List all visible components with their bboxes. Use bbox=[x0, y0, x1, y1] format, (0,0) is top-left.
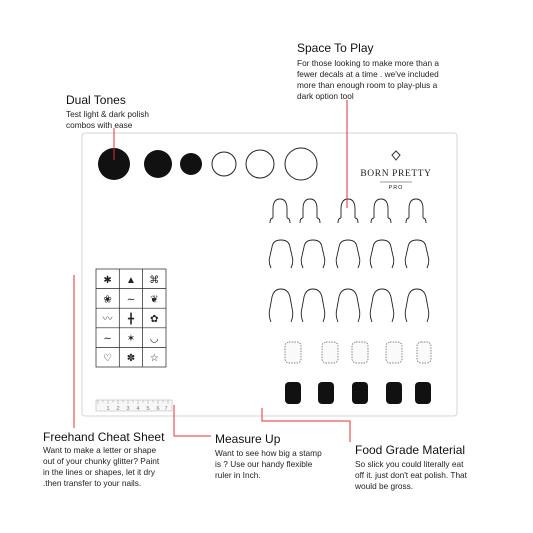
cheat-symbol: 〰 bbox=[102, 314, 113, 325]
cheat-symbol: ✽ bbox=[126, 353, 136, 364]
description-line: more than enough room to play-plus a bbox=[297, 80, 438, 90]
ruler-number: 3 bbox=[126, 406, 130, 412]
cheat-symbol: ✶ bbox=[126, 333, 136, 345]
description-line: ruler in Inch. bbox=[215, 470, 261, 480]
cheat-symbol: ◡ bbox=[149, 333, 159, 345]
description-line: is ? Use our handy flexible bbox=[215, 459, 313, 469]
cheat-symbol: ❦ bbox=[150, 294, 159, 306]
grid-decal-light bbox=[352, 342, 368, 363]
dark-circle-medium bbox=[144, 150, 172, 178]
ruler-number: 2 bbox=[116, 406, 120, 412]
description-line: would be gross. bbox=[355, 481, 414, 491]
description-line: combos with ease bbox=[66, 120, 133, 130]
food-grade-description bbox=[355, 459, 467, 492]
ruler-number: 4 bbox=[136, 406, 140, 412]
description-line: Want to see how big a stamp bbox=[215, 448, 322, 458]
ruler-number: 7 bbox=[164, 406, 168, 412]
cheat-symbol: ▲ bbox=[126, 275, 136, 286]
description-line: Test light & dark polish bbox=[66, 109, 150, 119]
brand-name: BORN PRETTY bbox=[360, 169, 432, 179]
dual-tones-description bbox=[66, 109, 149, 131]
inch-ruler bbox=[96, 400, 172, 412]
ruler-number: 1 bbox=[106, 406, 110, 412]
dual-tones-title: Dual Tones bbox=[66, 93, 126, 107]
cheat-symbol: ⌘ bbox=[149, 275, 160, 286]
description-line: So slick you could literally eat bbox=[355, 459, 464, 469]
description-line: .then transfer to your nails. bbox=[43, 478, 142, 488]
dark-decal bbox=[285, 382, 301, 404]
freehand-description bbox=[43, 445, 159, 489]
cheat-symbol: ♡ bbox=[103, 353, 113, 364]
description-line: in the lines or shapes, let it dry bbox=[43, 467, 156, 477]
description-line: off it. just don't eat polish. That bbox=[355, 470, 467, 480]
freehand-title: Freehand Cheat Sheet bbox=[43, 430, 165, 444]
brand-sub: PRO bbox=[388, 185, 404, 191]
cheat-symbol: ❀ bbox=[103, 294, 112, 306]
dark-decal bbox=[318, 382, 334, 404]
ruler-number: 6 bbox=[156, 406, 160, 412]
ruler-number: 5 bbox=[146, 406, 150, 412]
measure-up-description bbox=[215, 448, 322, 481]
dark-decal bbox=[352, 382, 368, 404]
space-to-play-description bbox=[297, 58, 439, 102]
space-to-play-title: Space To Play bbox=[297, 41, 374, 55]
dark-decal bbox=[415, 382, 431, 404]
grid-decal-light bbox=[322, 342, 338, 363]
cheat-symbol: ✱ bbox=[103, 275, 112, 286]
grid-decal-light bbox=[417, 342, 431, 363]
food-grade-title: Food Grade Material bbox=[355, 443, 466, 457]
cheat-symbol: ✿ bbox=[150, 314, 159, 325]
dark-circle-small bbox=[180, 153, 202, 175]
description-line: dark option tool bbox=[297, 91, 354, 101]
dark-decal bbox=[386, 382, 402, 404]
description-line: fewer decals at a time . we've included bbox=[297, 69, 439, 79]
cheat-symbol: ☆ bbox=[149, 353, 159, 364]
measure-up-title: Measure Up bbox=[215, 432, 281, 446]
description-line: Want to make a letter or shape bbox=[43, 445, 157, 455]
cheat-symbol: ∼ bbox=[103, 333, 112, 345]
description-line: For those looking to make more than a bbox=[297, 58, 440, 68]
description-line: out of your chunky glitter? Paint bbox=[43, 456, 160, 466]
cheat-symbol: ╋ bbox=[127, 314, 135, 325]
grid-decal-light bbox=[386, 342, 402, 363]
grid-decal-light bbox=[285, 342, 301, 363]
cheat-symbol: ∼ bbox=[126, 294, 136, 306]
